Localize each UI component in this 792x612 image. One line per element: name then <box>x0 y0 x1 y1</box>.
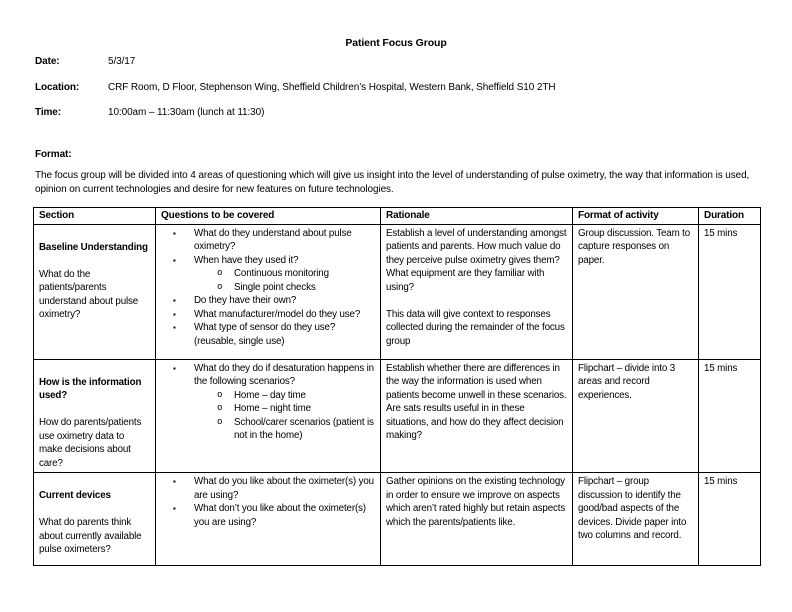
question-text: What type of sensor do they use? (reusable, single use) <box>194 322 336 347</box>
section-cell <box>34 224 156 359</box>
circle-bullet-icon: o <box>217 416 223 427</box>
column-header-format: Format of activity <box>573 208 699 225</box>
rationale-paragraph: Establish whether there are differences in the way the information is used when patients become unwell in these scenarios. Are sats results useful in in these situations, and how do they affect decision making? <box>386 362 567 441</box>
column-header-duration: Duration <box>699 208 761 225</box>
rationale-paragraph: Gather opinions on the existing technology in order to ensure we improve on aspects which aren’t rated highly but retain aspects which the parents/patients like. <box>386 476 566 528</box>
date-value: 5/3/17 <box>108 56 136 67</box>
meta-row-date <box>35 55 757 68</box>
agenda-table-body <box>34 224 761 566</box>
questions-cell <box>156 224 381 359</box>
format-cell <box>573 359 699 473</box>
format-heading: Format: <box>35 149 72 160</box>
format-paragraph: The focus group will be divided into 4 areas of questioning which will give us insight into the level of understanding of pulse oximetry, the way that information is used, opinion on current technologies and desire for new features on future technologies. <box>35 170 750 195</box>
column-header-section: Section <box>34 208 156 225</box>
rationale-paragraph: This data will give context to responses collected during the remainder of the focus group <box>386 308 565 347</box>
section-title: Baseline Understanding <box>39 241 148 253</box>
question-text: Home – day time <box>234 389 306 401</box>
question-item <box>161 267 375 281</box>
section-cell <box>34 473 156 566</box>
time-label: Time: <box>35 107 61 118</box>
duration-cell-text: 15 mins <box>704 476 738 487</box>
meta-block <box>35 55 757 132</box>
question-item <box>161 502 375 529</box>
question-text: What do they do if desaturation happens in the following scenarios? <box>194 362 374 387</box>
format-cell-text: Group discussion. Team to capture responses on paper. <box>578 227 691 266</box>
duration-cell-text: 15 mins <box>704 362 738 374</box>
question-text: What do they understand about pulse oximetry? <box>194 227 352 252</box>
question-item <box>161 475 375 502</box>
questions-list <box>161 227 375 349</box>
question-text: What do you like about the oximeter(s) you are using? <box>194 476 374 501</box>
questions-cell <box>156 359 381 473</box>
question-item <box>161 308 375 322</box>
questions-cell <box>156 473 381 566</box>
questions-list <box>161 475 375 529</box>
duration-cell <box>699 359 761 473</box>
square-bullet-icon: ▪ <box>173 255 176 265</box>
square-bullet-icon: ▪ <box>173 296 176 305</box>
duration-cell <box>699 224 761 359</box>
question-item <box>161 416 375 443</box>
agenda-table <box>33 207 761 566</box>
section-desc: How do parents/patients use oximetry data to make decisions about care? <box>39 417 142 469</box>
question-item <box>161 321 375 348</box>
duration-cell-text: 15 mins <box>704 227 738 239</box>
document-title: Patient Focus Group <box>345 37 447 49</box>
question-item <box>161 402 375 416</box>
question-item <box>161 227 375 254</box>
section-title: How is the information used? <box>39 376 142 401</box>
format-cell-text: Flipchart – divide into 3 areas and record experiences. <box>578 362 675 401</box>
circle-bullet-icon: o <box>217 403 223 413</box>
rationale-cell <box>381 359 573 473</box>
square-bullet-icon: ▪ <box>173 323 176 332</box>
question-item <box>161 389 375 403</box>
rationale-cell <box>381 224 573 359</box>
square-bullet-icon: ▪ <box>173 228 176 238</box>
question-item <box>161 362 375 389</box>
questions-list <box>161 362 375 443</box>
column-header-questions: Questions to be covered <box>156 208 381 225</box>
question-text: What manufacturer/model do they use? <box>194 308 361 320</box>
rationale-paragraph: Establish a level of understanding amongst patients and parents. How much value do they perceive pulse oximetry gives them? What equipment are they familiar with using? <box>386 227 567 293</box>
table-row <box>34 359 761 473</box>
question-item <box>161 254 375 268</box>
location-value: CRF Room, D Floor, Stephenson Wing, Sheffield Children’s Hospital, Western Bank, Sheffield S10 2TH <box>108 81 556 93</box>
circle-bullet-icon: o <box>217 389 223 400</box>
table-row <box>34 224 761 359</box>
format-cell-text: Flipchart – group discussion to identify the good/bad aspects of the devices. Divide paper into two columns and record. <box>578 476 687 541</box>
table-row <box>34 473 761 566</box>
format-cell <box>573 224 699 359</box>
question-text: Continuous monitoring <box>234 268 329 279</box>
square-bullet-icon: ▪ <box>173 477 176 486</box>
circle-bullet-icon: o <box>217 268 223 278</box>
square-bullet-icon: ▪ <box>173 504 176 513</box>
square-bullet-icon: ▪ <box>173 309 176 319</box>
question-text: Home – night time <box>234 403 311 414</box>
square-bullet-icon: ▪ <box>173 363 176 373</box>
meta-row-location <box>35 81 757 94</box>
question-item <box>161 294 375 308</box>
location-label: Location: <box>35 81 80 93</box>
table-header-row <box>34 208 761 225</box>
time-value: 10:00am – 11:30am (lunch at 11:30) <box>108 107 265 118</box>
question-text: Single point checks <box>234 281 316 293</box>
section-desc: What do the patients/parents understand about pulse oximetry? <box>39 268 139 320</box>
question-item <box>161 281 375 295</box>
circle-bullet-icon: o <box>217 281 223 292</box>
question-text: When have they used it? <box>194 254 299 266</box>
meta-row-time <box>35 106 757 119</box>
question-text: Do they have their own? <box>194 295 297 306</box>
column-header-rationale: Rationale <box>381 208 573 225</box>
date-label: Date: <box>35 56 60 67</box>
question-text: What don’t you like about the oximeter(s) you are using? <box>194 503 366 528</box>
question-text: School/carer scenarios (patient is not in the home) <box>234 416 374 441</box>
section-title: Current devices <box>39 490 111 501</box>
duration-cell <box>699 473 761 566</box>
format-cell <box>573 473 699 566</box>
section-cell <box>34 359 156 473</box>
section-desc: What do parents think about currently available pulse oximeters? <box>39 517 142 555</box>
rationale-cell <box>381 473 573 566</box>
